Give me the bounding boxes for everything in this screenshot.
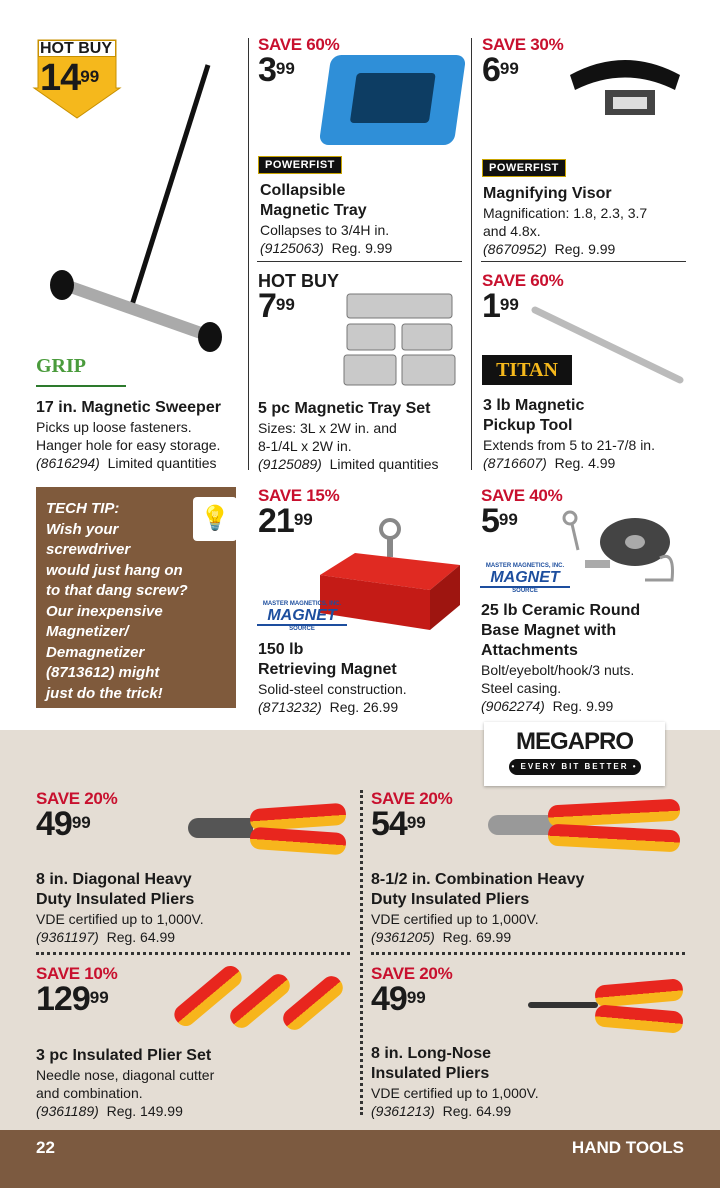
product-sweeper — [36, 398, 246, 472]
product-title: Magnetic Tray — [260, 202, 367, 219]
product-desc: and combination. — [36, 1085, 143, 1101]
product-diagonal-pliers — [36, 789, 118, 843]
product-desc: 8-1/4L x 2W in. — [258, 438, 352, 454]
product-note: Reg. 9.99 — [331, 240, 393, 256]
product-note: Reg. 4.99 — [554, 455, 616, 471]
product-desc: Magnification: 1.8, 2.3, 3.7 — [483, 205, 648, 221]
product-desc: Solid-steel construction. — [258, 681, 407, 697]
row-divider — [257, 261, 462, 262]
product-title: 8 in. Diagonal Heavy — [36, 871, 192, 888]
sku: (9062274) — [481, 698, 545, 714]
price: $7^{99}$ — [258, 287, 295, 325]
tech-tip-line: (8713612) might — [46, 664, 160, 681]
save-badge: SAVE 40% — [481, 486, 563, 505]
product-note: Reg. 149.99 — [106, 1103, 183, 1119]
product-desc: Extends from 5 to 21-7/8 in. — [483, 437, 655, 453]
save-badge: SAVE 20% — [371, 789, 453, 808]
product-desc: VDE certified up to 1,000V. — [371, 1085, 539, 1101]
visor-image — [565, 45, 685, 120]
price: $129^{99}$ — [36, 980, 109, 1018]
sku: (9125063) — [260, 240, 324, 256]
price: $3^{99}$ — [258, 51, 295, 89]
product-title: Collapsible — [260, 182, 346, 199]
product-title: 8 in. Long-Nose — [371, 1045, 491, 1062]
product-desc: VDE certified up to 1,000V. — [36, 911, 204, 927]
section-title: HAND TOOLS — [571, 1138, 684, 1157]
price: $1^{99}$ — [482, 287, 519, 325]
ceramic-magnet-image — [560, 510, 690, 590]
tech-tip-line: Magnetizer/ — [46, 623, 129, 640]
product-plier-set — [36, 964, 118, 1018]
product-desc: Collapses to 3/4H in. — [260, 222, 390, 238]
product-title: 25 lb Ceramic Round — [481, 602, 641, 619]
sku: (8713232) — [258, 699, 322, 715]
product-desc: Hanger hole for easy storage. — [36, 437, 221, 453]
save-badge: SAVE 20% — [371, 964, 453, 983]
product-magnifying-visor — [482, 35, 564, 89]
product-note: Reg. 64.99 — [442, 1103, 512, 1119]
save-badge: SAVE 20% — [36, 789, 118, 808]
dotted-divider — [371, 952, 685, 955]
price: $21^{99}$ — [258, 502, 313, 540]
tech-tip-box — [36, 487, 236, 708]
product-desc: Bolt/eyebolt/hook/3 nuts. — [481, 662, 635, 678]
sku: (9125089) — [258, 456, 322, 472]
save-badge: SAVE 60% — [258, 35, 340, 54]
product-title: Duty Insulated Pliers — [36, 891, 195, 908]
product-desc: Sizes: 3L x 2W in. and — [258, 420, 397, 436]
product-note: Limited quantities — [329, 456, 439, 472]
megapro-logo: MEGAPRO • EVERY BIT BETTER • — [484, 722, 665, 786]
save-badge: SAVE 10% — [36, 964, 118, 983]
tech-tip-line: would just hang on — [46, 561, 183, 579]
tech-tip-line: to that dang screw? — [46, 582, 188, 599]
product-title: 8-1/2 in. Combination Heavy — [371, 871, 585, 888]
product-note: Reg. 64.99 — [106, 929, 176, 945]
product-desc: and 4.8x. — [483, 223, 541, 239]
sku: (8716607) — [483, 455, 547, 471]
dotted-divider — [36, 952, 350, 955]
product-desc: Steel casing. — [481, 680, 562, 696]
grip-brand-logo: GRIP — [36, 355, 126, 387]
sku: (9361197) — [36, 929, 99, 945]
product-title: Duty Insulated Pliers — [371, 891, 530, 908]
page-number: 22 — [36, 1138, 55, 1157]
product-desc: Picks up loose fasteners. — [36, 419, 192, 435]
save-badge: SAVE 30% — [482, 35, 564, 54]
magnet-source-logo: MASTER MAGNETICS, INC. MAGNET SOURCE — [480, 563, 570, 595]
product-title: 150 lb — [258, 641, 304, 658]
magnet-source-logo: MASTER MAGNETICS, INC. MAGNET SOURCE — [257, 601, 347, 633]
price: $49^{99}$ — [371, 980, 426, 1018]
sku: (9361189) — [36, 1103, 99, 1119]
sku: (8670952) — [483, 241, 547, 257]
sku: (8616294) — [36, 455, 100, 471]
page-footer — [0, 1130, 720, 1188]
price: $14^{99}$ — [40, 57, 100, 99]
save-badge: SAVE 60% — [482, 271, 564, 290]
product-title: Attachments — [481, 642, 578, 659]
product-note: Reg. 26.99 — [329, 699, 399, 715]
column-divider — [471, 38, 472, 470]
tech-tip-line: Demagnetizer — [46, 643, 145, 661]
product-title: Retrieving Magnet — [258, 661, 397, 678]
product-ceramic-magnet — [481, 486, 563, 540]
product-title: 3 pc Insulated Plier Set — [36, 1047, 212, 1064]
titan-brand-logo: TITAN — [482, 355, 572, 385]
price: $54^{99}$ — [371, 805, 426, 843]
tray-image — [319, 55, 467, 145]
tech-tip-heading: TECH TIP: — [46, 500, 120, 517]
product-note: Limited quantities — [107, 455, 217, 471]
product-note: Reg. 69.99 — [442, 929, 512, 945]
price: $5^{99}$ — [481, 502, 518, 540]
product-title: Magnifying Visor — [483, 185, 612, 202]
tech-tip-line: Our inexpensive — [46, 602, 163, 620]
product-title: Pickup Tool — [483, 417, 573, 434]
price: $49^{99}$ — [36, 805, 91, 843]
price: $6^{99}$ — [482, 51, 519, 89]
product-long-nose-pliers — [371, 964, 453, 1018]
tray-set-image — [342, 292, 457, 387]
product-title: 3 lb Magnetic — [483, 397, 585, 414]
product-title: Base Magnet with — [481, 622, 617, 639]
sweeper-image — [40, 57, 240, 360]
product-tray-set — [258, 271, 339, 325]
product-note: Reg. 9.99 — [554, 241, 616, 257]
column-divider — [248, 38, 249, 470]
product-combination-pliers — [371, 789, 453, 843]
sku: (9361205) — [371, 929, 435, 945]
sku: (9361213) — [371, 1103, 435, 1119]
product-desc: Needle nose, diagonal cutter — [36, 1067, 215, 1083]
tech-tip-line: Wish your — [46, 520, 119, 538]
dotted-divider — [360, 790, 363, 1115]
powerfist-brand-logo: POWERFIST — [482, 159, 566, 177]
tech-tip-line: just do the trick! — [46, 684, 163, 702]
product-title: 17 in. Magnetic Sweeper — [36, 399, 221, 416]
lightbulb-icon: 💡 — [193, 497, 237, 541]
product-desc: VDE certified up to 1,000V. — [371, 911, 539, 927]
product-title: Insulated Pliers — [371, 1065, 490, 1082]
row-divider — [481, 261, 686, 262]
save-badge: SAVE 15% — [258, 486, 340, 505]
tech-tip-line: screwdriver — [46, 541, 131, 558]
hot-buy-badge: HOT BUY — [258, 271, 339, 291]
badge-label: HOT BUY — [40, 40, 112, 57]
powerfist-brand-logo: POWERFIST — [258, 156, 342, 174]
product-title: 5 pc Magnetic Tray Set — [258, 400, 431, 417]
product-note: Reg. 9.99 — [552, 698, 614, 714]
